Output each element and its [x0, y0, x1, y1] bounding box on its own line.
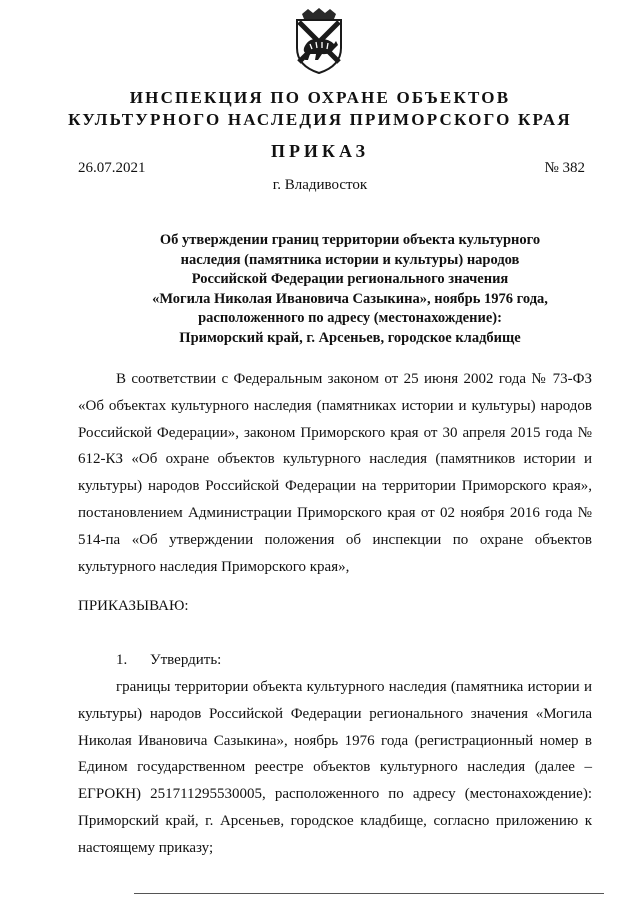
item-1-text: границы территории объекта культурного наследия (памятника истории и культуры) народов Российской Федерации регионального значения «Могила Николая Ивановича Сазыкина», ноябрь 1976 года (регистрационный номер в Едином государственном реестре объектов культурного наследия (далее – ЕГРОКН) 251711295530005, расположенного по адресу (местонахождение): Приморский край, г. Арсеньев, городское кладбище, согласно приложению к настоящему приказу;: [78, 679, 592, 856]
item-1-heading: [116, 652, 221, 669]
title-line: наследия (памятника истории и культуры) народов: [180, 251, 520, 268]
organization-name-line2: КУЛЬТУРНОГО НАСЛЕДИЯ ПРИМОРСКОГО КРАЯ: [68, 110, 572, 129]
item-1-number: 1.: [116, 652, 128, 668]
item-1-paragraph: [78, 674, 592, 862]
title-line: расположенного по адресу (местонахождение):: [198, 310, 502, 326]
title-line: Об утверждении границ территории объекта культурного: [159, 232, 541, 248]
title-line: «Могила Николая Ивановича Сазыкина», ноябрь 1976 года,: [152, 290, 548, 307]
document-title: [130, 231, 570, 348]
title-line: Российской Федерации регионального значения: [191, 271, 509, 287]
title-line: Приморский край, г. Арсеньев, городское кладбище: [179, 329, 521, 346]
item-1-label: Утвердить:: [150, 652, 222, 668]
primorsky-coat-of-arms-icon: [288, 8, 350, 74]
document-city: г. Владивосток: [272, 177, 368, 193]
page-bottom-rule: [134, 893, 604, 894]
document-date: 26.07.2021: [78, 160, 146, 176]
preamble-text: В соответствии с Федеральным законом от 25 июня 2002 года № 73-ФЗ «Об объектах культурного наследия (памятниках истории и культуры) народов Российской Федерации», законом Приморского края от 30 апреля 2015 года № 612-КЗ «Об охране объектов культурного наследия (памятников истории и культуры) народов Российской Федерации на территории Приморского края», постановлением Администрации Приморского края от 02 ноября 2016 года № 514-па «Об утверждении положения об инспекции по охране объектов культурного наследия Приморского края»,: [78, 371, 592, 575]
document-number: № 382: [544, 160, 585, 176]
document-type: ПРИКАЗ: [270, 141, 370, 161]
organization-name-line1: ИНСПЕКЦИЯ ПО ОХРАНЕ ОБЪЕКТОВ: [129, 88, 511, 107]
order-word: ПРИКАЗЫВАЮ:: [78, 598, 189, 614]
preamble-paragraph: [78, 366, 592, 580]
